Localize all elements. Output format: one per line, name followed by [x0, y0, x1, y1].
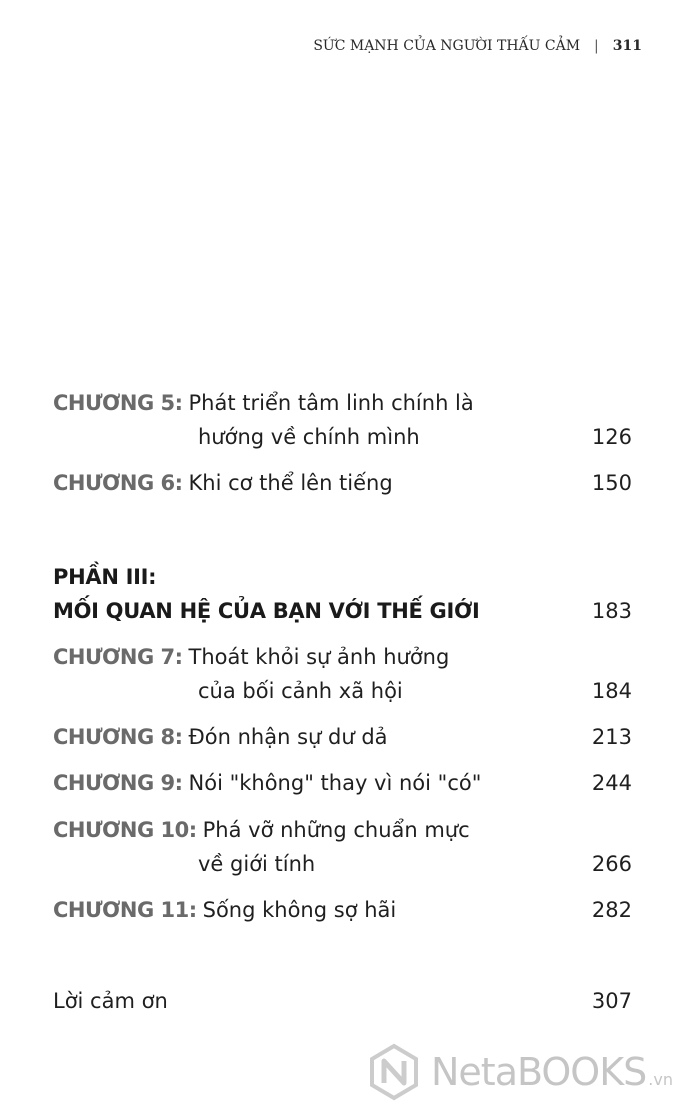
chapter-page-number: 150: [591, 471, 632, 495]
chapter-title-continued: của bối cảnh xã hội: [198, 679, 403, 703]
toc-entry-chapter-11[interactable]: [53, 893, 632, 927]
running-title: SỨC MẠNH CỦA NGƯỜI THẤU CẢM: [313, 38, 581, 54]
chapter-label: CHƯƠNG 6:: [53, 471, 183, 495]
acknowledgements-title: Lời cảm ơn: [53, 989, 168, 1013]
netabooks-logo-icon: [365, 1043, 423, 1101]
watermark: [365, 1043, 673, 1101]
toc-entry-acknowledgements[interactable]: [53, 984, 632, 1018]
watermark-suffix: .vn: [648, 1069, 673, 1089]
chapter-title: Khi cơ thể lên tiếng: [188, 471, 393, 495]
part-title: MỐI QUAN HỆ CỦA BẠN VỚI THẾ GIỚI: [53, 599, 480, 623]
chapter-page-number: 126: [591, 425, 632, 449]
chapter-page-number: 282: [591, 898, 632, 922]
chapter-page-number: 266: [591, 852, 632, 876]
chapter-label: CHƯƠNG 9:: [53, 771, 183, 795]
chapter-label: CHƯƠNG 7:: [53, 645, 183, 669]
toc-entry-chapter-10[interactable]: [53, 813, 632, 881]
toc-entry-chapter-8[interactable]: [53, 720, 632, 754]
chapter-label: CHƯƠNG 11:: [53, 898, 197, 922]
toc-entry-chapter-9[interactable]: [53, 766, 632, 800]
chapter-label: CHƯƠNG 8:: [53, 725, 183, 749]
chapter-page-number: 244: [591, 771, 632, 795]
watermark-brand: NetaBOOKS: [431, 1050, 647, 1094]
chapter-title-continued: hướng về chính mình: [198, 425, 420, 449]
header-separator: |: [594, 38, 599, 54]
chapter-title: Sống không sợ hãi: [202, 898, 397, 922]
running-header: [313, 38, 642, 54]
toc-entry-chapter-5[interactable]: [53, 386, 632, 454]
toc-entry-chapter-6[interactable]: [53, 466, 632, 500]
chapter-title: Thoát khỏi sự ảnh hưởng: [188, 645, 450, 669]
chapter-title: Nói "không" thay vì nói "có": [188, 771, 482, 795]
chapter-label: CHƯƠNG 5:: [53, 391, 183, 415]
chapter-label: CHƯƠNG 10:: [53, 818, 197, 842]
acknowledgements-page-number: 307: [591, 989, 632, 1013]
chapter-title: Đón nhận sự dư dả: [188, 725, 388, 749]
chapter-title: Phá vỡ những chuẩn mực: [202, 818, 470, 842]
chapter-page-number: 184: [591, 679, 632, 703]
chapter-page-number: 213: [591, 725, 632, 749]
chapter-title-continued: về giới tính: [198, 852, 316, 876]
part-label: PHẦN III:: [53, 565, 157, 589]
part-page-number: 183: [591, 599, 632, 623]
header-page-number: 311: [612, 38, 642, 54]
toc-entry-chapter-7[interactable]: [53, 640, 632, 708]
toc-entry-part-3[interactable]: [53, 560, 632, 628]
chapter-title: Phát triển tâm linh chính là: [188, 391, 474, 415]
